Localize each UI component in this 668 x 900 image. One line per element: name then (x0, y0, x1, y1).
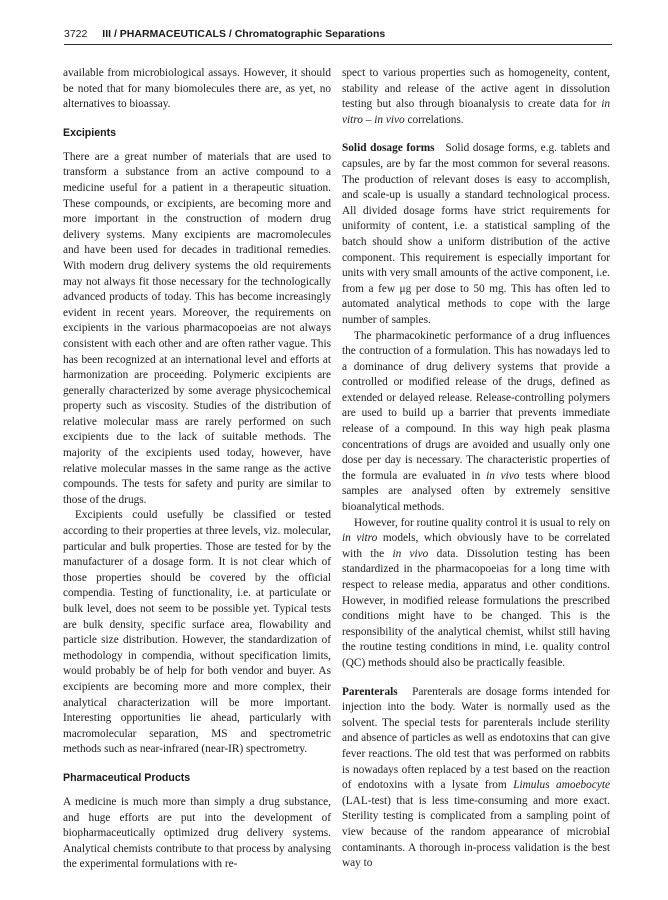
paragraph-parenterals: Parenterals Parenterals are dosage forms intended for injection into the body. Water is normally used as the solvent. The special tests for parenterals include sterility and absence of particles as well as endotoxins that can give fever reactions. The old test that was performed on rabbits is nowadays often replaced by a test based on the reaction of endotoxins with a lysate from Limulus amoebocyte (LAL-test) that is less time-consuming and more exact. Sterility testing is complicated from a sampling point of view because of the random appearance of microbial contaminants. A thorough in-process validation is the best way to (342, 685, 611, 870)
section-heading-excipients: Excipients (63, 126, 116, 139)
paragraph-products-1: A medicine is much more than simply a drug substance, and huge efforts are put into the development of biopharmaceutically optimized drug delivery systems. Analytical chemists contribute to that process by analysing the experimental formulations with re- (63, 795, 331, 871)
paragraph-continued: spect to various properties such as homogeneity, content, stability and release of the active agent in dissolution testing but also through bioanalysis to create data for in vitro – in vivo correlations. (342, 67, 610, 126)
paragraph-intro: available from microbiological assays. However, it should be noted that for many biomolecules there are, as yet, no alternatives to bioassay. (63, 67, 331, 111)
page-number: 3722 (64, 28, 88, 40)
paragraph-solid-dosage-1: Solid dosage forms Solid dosage forms, e.g. tablets and capsules, are by far the most common for several reasons. The production of relevant doses is easy to accomplish, and scale-up is usually a standard technological process. All divided dosage forms have strict requirements for uniformity of content, i.e. a statistical sampling of the batch should show a uniform distribution of the active component. This requirement is especially important for units with very small amounts of the active component, i.e. from a few μg per dose to 50 mg. This has often led to automated analytical methods to cope with the large number of samples. (342, 142, 611, 326)
run-in-heading-parenterals: Parenterals (342, 685, 398, 698)
running-title: III / PHARMACEUTICALS / Chromatographic Separations (102, 28, 386, 40)
paragraph-excipients-1: There are a great number of materials that are used to transform a substance from an active compound to a medicine useful for a patient in a therapeutic situation. These compounds, or excipients, are becoming more and more important in the construction of modern drug delivery systems. Many excipients are macromolecules and have been used for decades in traditional remedies. With modern drug delivery systems the old requirements may not always fit those necessary for the technologically advanced products of today. This has become increasingly evident in recent years. Moreover, the requirements on excipients in the various pharmacopoeias are not always consistent with each other and are often rather vague. This has been recognized at an international level and efforts at harmonization are proceeding. Polymeric excipients are generally characterized by some average physicochemical property such as viscosity. Studies of the distribution of relative molecular mass are rarely performed on such excipients due to the lack of suitable methods. The majority of the excipients used today, however, have relative molecular masses in the same range as the active compounds. The tests for safety and purity are similar to those of the drugs. (63, 150, 331, 506)
paragraph-solid-dosage-3: However, for routine quality control it is usual to rely on in vitro models, which obviously have to be correlated with the in vivo data. Dissolution testing has been standardized in the pharmacopoeias for a long time with respect to release media, apparatus and other conditions. However, in modified release formulations the prescribed conditions might have to be changed. This is the responsibility of the analytical chemist, whilst still having the routine testing conditions in mind, i.e. quality control (QC) methods should also be practically feasible. (342, 516, 610, 669)
paragraph-excipients-2: Excipients could usefully be classified or tested according to their properties at three levels, viz. molecular, particular and bulk properties. Those are tested for by the manufacturer of a dosage form. It is not clear which of those properties should be covered by the official compendia. Testing of functionality, i.e. at particulate or bulk level, does not seem to be possible yet. Typical tests are bulk density, specific surface area, flowability and particle size distribution. However, the standardization of methodology in compendia, without specification limits, would probably be of help for both vendor and buyer. As excipients are becoming more and more complex, their analytical characterization will be more important. Interesting opportunities lie ahead, particularly with macromolecular separation, MS and spectrometric methods such as near-infrared (near-IR) spectrometry. (63, 509, 331, 756)
paragraph-solid-dosage-2: The pharmacokinetic performance of a drug influences the contruction of a formulation. This has nowadays led to a dominance of drug delivery systems that provide a controlled or modified release of the drugs, defined as extended or delayed release. Release-controlling polymers are used to build up a barrier that prevents immediate release of a compound. In this way high peak plasma concentrations of drugs are avoided and usually only one dose per day is necessary. The characteristic properties of the formula are evaluated in in vivo tests where blood samples are analysed often by extremely sensitive bioanalytical methods. (342, 329, 611, 514)
left-column (63, 66, 331, 873)
section-heading-pharmaceutical-products: Pharmaceutical Products (63, 771, 191, 784)
running-header (64, 28, 612, 48)
right-column (342, 66, 610, 872)
header-rule (64, 44, 612, 45)
run-in-heading-solid-dosage-forms: Solid dosage forms (342, 142, 435, 155)
